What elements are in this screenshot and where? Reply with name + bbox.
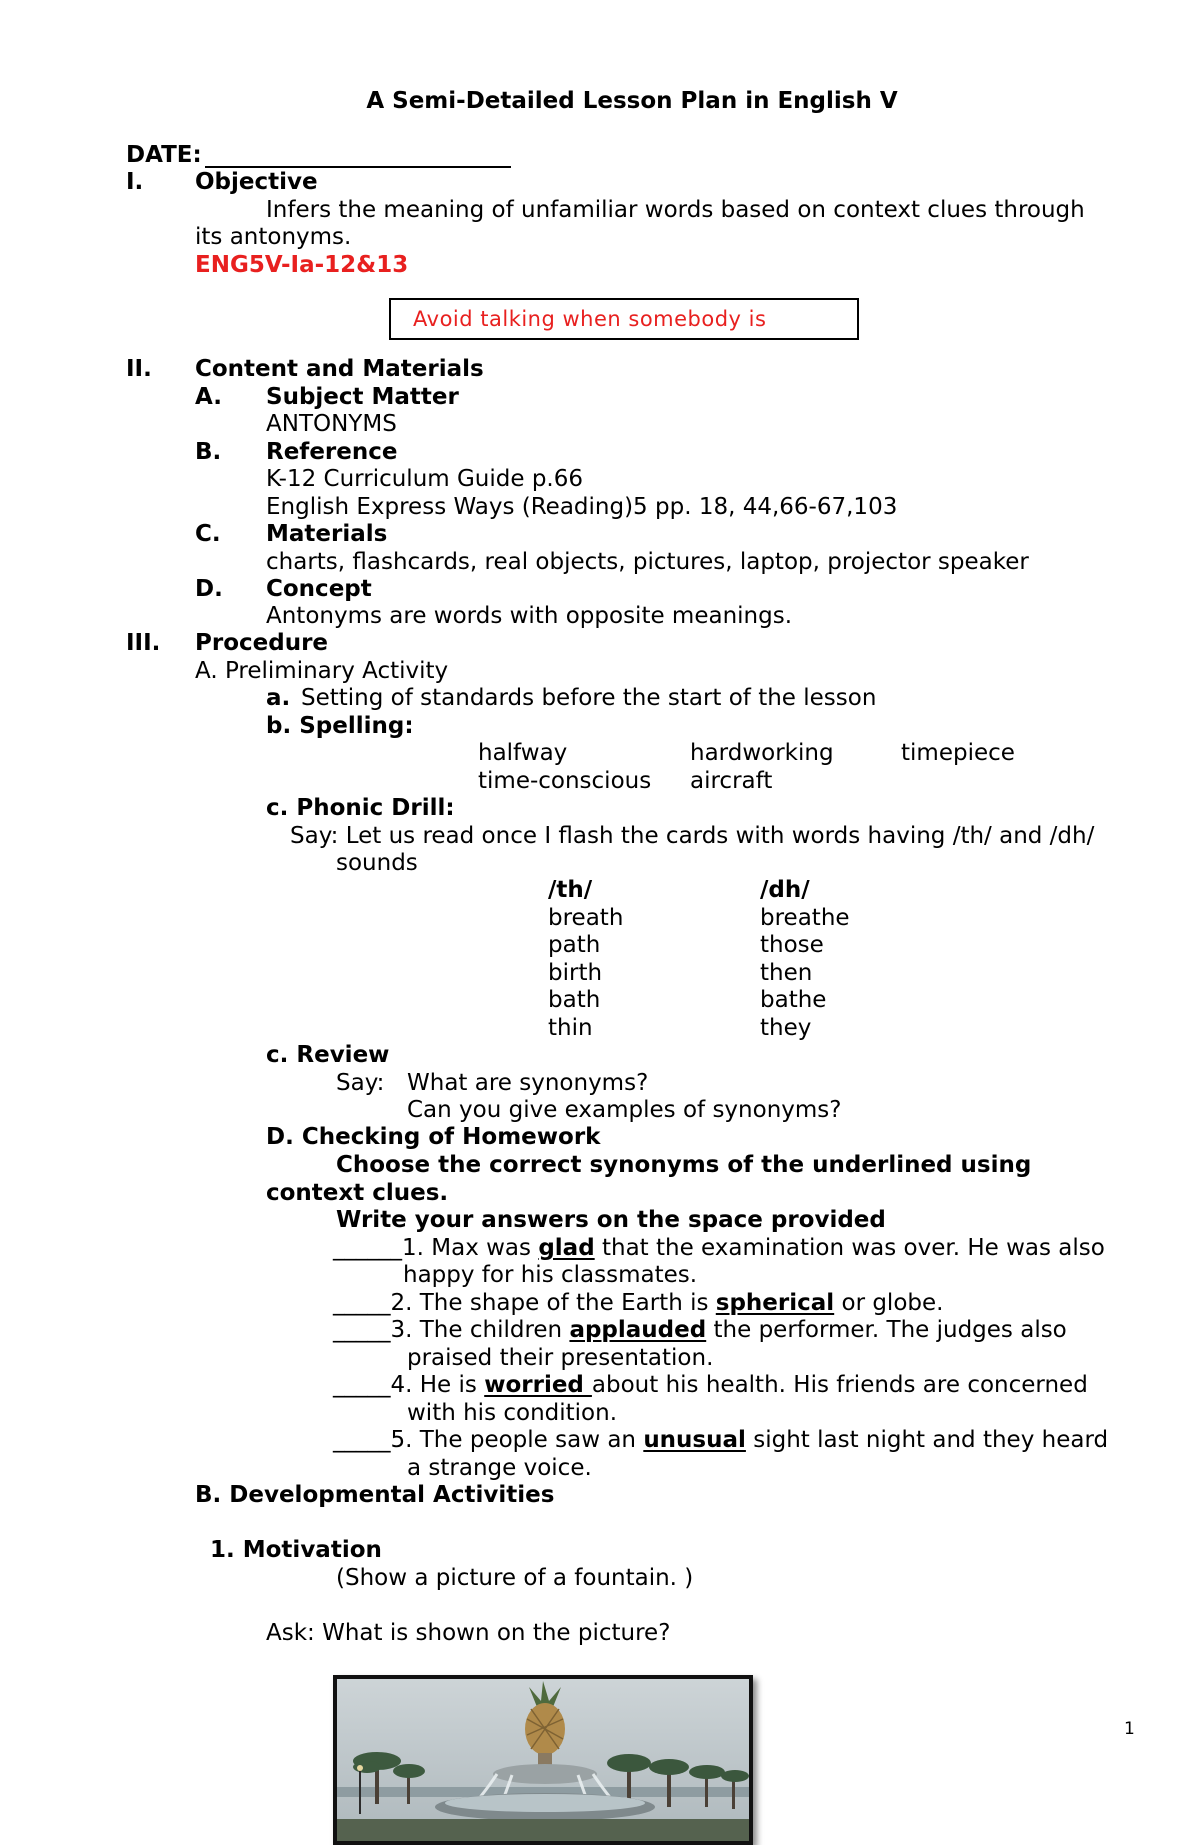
homework-item-2 [333, 1290, 943, 1318]
objective-heading: Objective [195, 169, 318, 195]
content-materials-heading: Content and Materials [195, 356, 484, 382]
homework-item-1 [333, 1235, 1105, 1263]
procedure-heading: Procedure [195, 630, 329, 656]
subsection-d-letter: D. [195, 576, 223, 602]
reminder-box [389, 298, 859, 340]
item-text: about his health. His friends are concerned [591, 1372, 1088, 1398]
concept-text: Antonyms are words with opposite meanings. [266, 603, 793, 629]
answer-blank: _____ [333, 1427, 391, 1453]
review-say: Say: [336, 1070, 385, 1096]
item-text: 5. The people saw an [390, 1427, 644, 1453]
th-word: thin [548, 1015, 593, 1041]
phonic-instruction-line1: Say: Let us read once I flash the cards with words having /th/ and /dh/ [290, 823, 1095, 849]
th-word: breath [548, 905, 624, 931]
dh-word: then [760, 960, 813, 986]
motivation-question: Ask: What is shown on the picture? [266, 1620, 671, 1646]
subsection-c-letter: C. [195, 521, 221, 547]
homework-instruction-3: Write your answers on the space provided [336, 1207, 886, 1233]
underlined-word: unusual [643, 1427, 746, 1453]
underlined-word: glad [538, 1235, 595, 1261]
preliminary-activity: A. Preliminary Activity [195, 658, 449, 684]
reference-heading: Reference [266, 439, 398, 465]
objective-text-line1: Infers the meaning of unfamiliar words based on context clues through [266, 197, 1085, 223]
item-text: 2. The shape of the Earth is [390, 1290, 716, 1316]
homework-instruction-1: Choose the correct synonyms of the underlined using [336, 1152, 1032, 1178]
section-3-numeral: III. [126, 630, 161, 656]
subject-matter-text: ANTONYMS [266, 411, 397, 437]
page-number: 1 [1124, 1719, 1135, 1739]
subject-matter-heading: Subject Matter [266, 384, 459, 410]
reminder-text: Avoid talking when somebody is [413, 307, 767, 331]
concept-heading: Concept [266, 576, 372, 602]
spelling-word: hardworking [690, 740, 834, 766]
standards-label: a. [266, 685, 291, 711]
homework-instruction-2: context clues. [266, 1180, 449, 1206]
spelling-word: timepiece [901, 740, 1015, 766]
th-word: birth [548, 960, 603, 986]
section-1-numeral: I. [126, 169, 144, 195]
section-2-numeral: II. [126, 356, 152, 382]
item-text: sight last night and they heard [745, 1427, 1109, 1453]
materials-heading: Materials [266, 521, 388, 547]
answer-blank: _____ [333, 1317, 391, 1343]
homework-item-4-continued: with his condition. [407, 1400, 618, 1426]
date-blank-line [205, 166, 511, 168]
dh-word: bathe [760, 987, 827, 1013]
spelling-word: halfway [478, 740, 568, 766]
item-text: that the examination was over. He was also [594, 1235, 1105, 1261]
homework-item-5 [333, 1427, 1108, 1455]
homework-heading: D. Checking of Homework [266, 1124, 601, 1150]
standards-text: Setting of standards before the start of the lesson [301, 685, 877, 711]
th-word: path [548, 932, 601, 958]
objective-text-line2: its antonyms. [195, 224, 352, 250]
subsection-a-letter: A. [195, 384, 222, 410]
motivation-heading: 1. Motivation [210, 1537, 382, 1563]
dh-header: /dh/ [760, 877, 810, 903]
item-text: the performer. The judges also [706, 1317, 1067, 1343]
document-title: A Semi-Detailed Lesson Plan in English V [366, 88, 898, 114]
item-text: 1. Max was [402, 1235, 539, 1261]
underlined-word: applauded [569, 1317, 707, 1343]
answer-blank: _____ [333, 1290, 391, 1316]
answer-blank: _____ [333, 1372, 391, 1398]
dh-word: those [760, 932, 824, 958]
phonic-instruction-line2: sounds [336, 850, 418, 876]
underlined-word: worried [484, 1372, 592, 1398]
spelling-label: b. Spelling: [266, 713, 414, 739]
developmental-activities-heading: B. Developmental Activities [195, 1482, 555, 1508]
homework-item-4 [333, 1372, 1088, 1400]
homework-item-5-continued: a strange voice. [407, 1455, 592, 1481]
homework-item-1-continued: happy for his classmates. [403, 1262, 698, 1288]
spelling-word: aircraft [690, 768, 773, 794]
reference-text-1: K-12 Curriculum Guide p.66 [266, 466, 584, 492]
reference-text-2: English Express Ways (Reading)5 pp. 18, 44,66-67,103 [266, 494, 898, 520]
underlined-word: spherical [715, 1290, 835, 1316]
dh-word: breathe [760, 905, 850, 931]
item-text: 4. He is [390, 1372, 485, 1398]
phonic-drill-label: c. Phonic Drill: [266, 795, 455, 821]
spelling-word: time-conscious [478, 768, 652, 794]
subsection-b-letter: B. [195, 439, 222, 465]
fountain-photo [333, 1675, 753, 1845]
dh-word: they [760, 1015, 812, 1041]
materials-text: charts, flashcards, real objects, pictures, laptop, projector speaker [266, 549, 1029, 575]
fountain-illustration [337, 1679, 749, 1841]
item-text: or globe. [834, 1290, 944, 1316]
answer-blank: ______ [333, 1235, 402, 1261]
review-label: c. Review [266, 1042, 390, 1068]
homework-item-3-continued: praised their presentation. [407, 1345, 714, 1371]
item-text: 3. The children [390, 1317, 570, 1343]
review-question-2: Can you give examples of synonyms? [407, 1097, 842, 1123]
objective-code: ENG5V-Ia-12&13 [195, 252, 409, 278]
homework-item-3 [333, 1317, 1067, 1345]
th-word: bath [548, 987, 601, 1013]
date-label: DATE: [126, 142, 202, 168]
motivation-note: (Show a picture of a fountain. ) [336, 1565, 694, 1591]
th-header: /th/ [548, 877, 593, 903]
review-question-1: What are synonyms? [407, 1070, 649, 1096]
